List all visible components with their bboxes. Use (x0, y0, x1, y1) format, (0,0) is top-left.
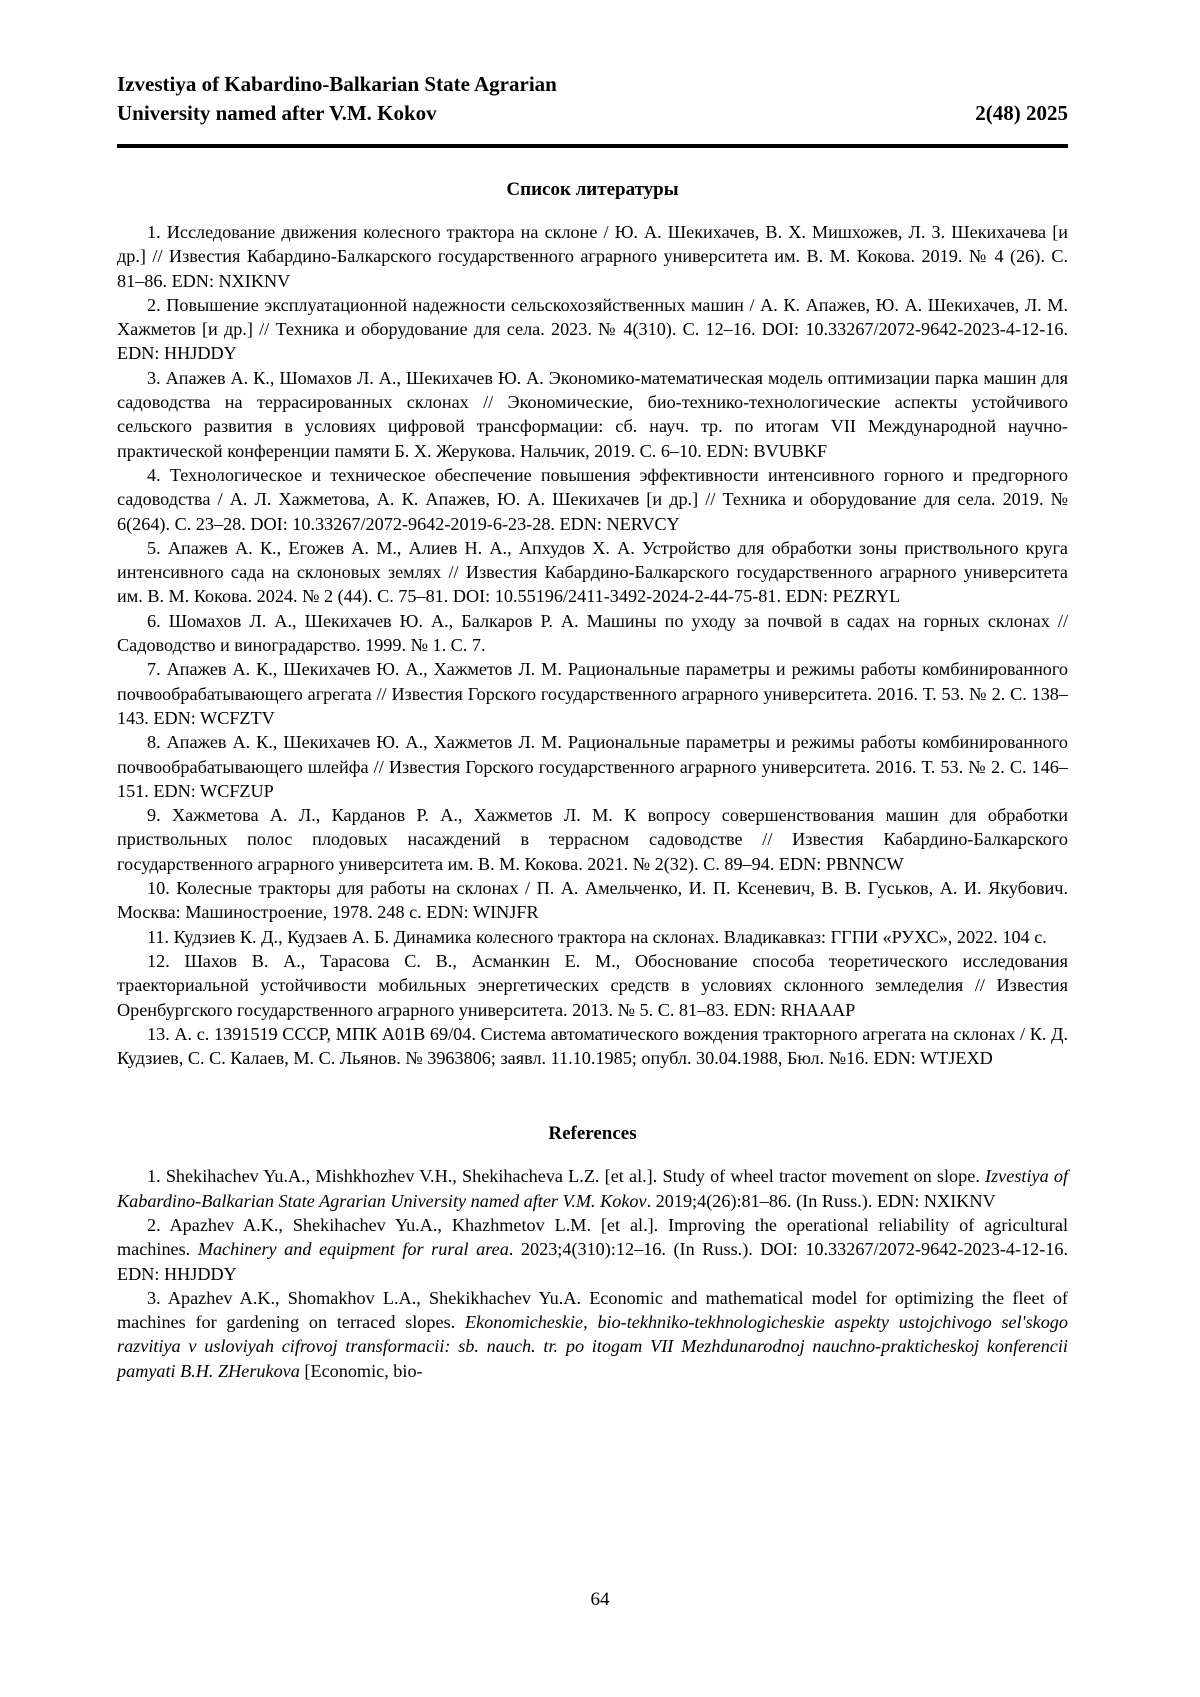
reference-text: 1. Shekihachev Yu.A., Mishkhozhev V.H., Shekihacheva L.Z. [et al.]. Study of wheel tractor movement on slope. (147, 1166, 985, 1186)
english-references-list (117, 1164, 1068, 1383)
header-rule (117, 144, 1068, 148)
journal-name: Izvestiya of Kabardino-Balkarian State Agrarian University named after V.M. Kokov (117, 1166, 1068, 1210)
reference-item: 9. Хажметова А. Л., Карданов Р. А., Хажметов Л. М. К вопросу совершенствования машин для обработки приствольных полос плодовых насаждений в террасном садоводстве // Известия Кабардино-Балкарского государственного аграрного университета им. В. М. Кокова. 2021. № 2(32). С. 89–94. EDN: PBNNCW (117, 803, 1068, 876)
journal-name: Ekonomicheskie, bio-tekhniko-tekhnologicheskie aspekty ustojchivogo sel'skogo razvitiya v usloviyah cifrovoj transformacii: sb. nauch. tr. po itogam VII Mezhdunarodnoj nauchno-prakticheskoj konferencii pamyati B.H. ZHerukova (117, 1312, 1068, 1381)
reference-item: 8. Апажев А. К., Шекихачев Ю. А., Хажметов Л. М. Рациональные параметры и режимы работы комбинированного почвообрабатывающего шлейфа // Известия Горского государственного аграрного университета. 2016. Т. 53. № 2. С. 146–151. EDN: WCFZUP (117, 730, 1068, 803)
reference-item: 13. А. с. 1391519 СССР, МПК A01B 69/04. Система автоматического вождения тракторного агрегата на склонах / К. Д. Кудзиев, С. С. Калаев, М. С. Льянов. № 3963806; заявл. 11.10.1985; опубл. 30.04.1988, Бюл. №16. EDN: WTJEXD (117, 1022, 1068, 1071)
reference-item: 7. Апажев А. К., Шекихачев Ю. А., Хажметов Л. М. Рациональные параметры и режимы работы комбинированного почвообрабатывающего агрегата // Известия Горского государственного аграрного университета. 2016. Т. 53. № 2. С. 138–143. EDN: WCFZTV (117, 657, 1068, 730)
reference-item (117, 1164, 1068, 1213)
reference-item: 1. Исследование движения колесного трактора на склоне / Ю. А. Шекихачев, В. Х. Мишхожев, Л. З. Шекихачева [и др.] // Известия Кабардино-Балкарского государственного аграрного университета им. В. М. Кокова. 2019. № 4 (26). С. 81–86. EDN: NXIKNV (117, 220, 1068, 293)
reference-item: 10. Колесные тракторы для работы на склонах / П. А. Амельченко, И. П. Ксеневич, В. В. Гуськов, А. И. Якубович. Москва: Машиностроение, 1978. 248 с. EDN: WINJFR (117, 876, 1068, 925)
issue-number: 2(48) 2025 (975, 99, 1068, 128)
reference-item (117, 1213, 1068, 1286)
reference-item: 12. Шахов В. А., Тарасова С. В., Асманкин Е. М., Обоснование способа теоретического исследования траекториальной устойчивости мобильных энергетических средств в условиях склонного земледелия // Известия Оренбургского государственного аграрного университета. 2013. № 5. С. 81–83. EDN: RHAAAP (117, 949, 1068, 1022)
reference-text: 3. Apazhev A.K., Shomakhov L.A., Shekikhachev Yu.A. Economic and mathematical model for optimizing the fleet of machines for gardening on terraced slopes. (117, 1288, 1068, 1332)
reference-item: 5. Апажев А. К., Егожев А. М., Алиев Н. А., Апхудов Х. А. Устройство для обработки зоны приствольного круга интенсивного сада на склоновых землях // Известия Кабардино-Балкарского государственного аграрного университета им. В. М. Кокова. 2024. № 2 (44). С. 75–81. DOI: 10.55196/2411-3492-2024-2-44-75-81. EDN: PEZRYL (117, 536, 1068, 609)
journal-title-line-2: University named after V.M. Kokov (117, 99, 1068, 128)
page-number: 64 (0, 1589, 1200, 1611)
reference-text: . 2019;4(26):81–86. (In Russ.). EDN: NXIKNV (647, 1191, 996, 1211)
reference-text: . 2023;4(310):12–16. (In Russ.). DOI: 10.33267/2072-9642-2023-4-12-16. EDN: HHJDDY (117, 1239, 1068, 1283)
russian-references-title: Список литературы (117, 178, 1068, 202)
reference-text: 2. Apazhev A.K., Shekihachev Yu.A., Khazhmetov L.M. [et al.]. Improving the operational reliability of agricultural machines. (117, 1215, 1068, 1259)
running-header (117, 70, 1068, 140)
reference-item: 2. Повышение эксплуатационной надежности сельскохозяйственных машин / А. К. Апажев, Ю. А. Шекихачев, Л. М. Хажметов [и др.] // Техника и оборудование для села. 2023. № 4(310). С. 12–16. DOI: 10.33267/2072-9642-2023-4-12-16. EDN: HHJDDY (117, 293, 1068, 366)
reference-item: 4. Технологическое и техническое обеспечение повышения эффективности интенсивного горного и предгорного садоводства / А. Л. Хажметова, А. К. Апажев, Ю. А. Шекихачев [и др.] // Техника и оборудование для села. 2019. № 6(264). С. 23–28. DOI: 10.33267/2072-9642-2019-6-23-28. EDN: NERVCY (117, 463, 1068, 536)
english-references-title: References (117, 1122, 1068, 1146)
reference-text: [Economic, bio- (300, 1361, 423, 1381)
reference-item: 3. Апажев А. К., Шомахов Л. А., Шекихачев Ю. А. Экономико-математическая модель оптимизации парка машин для садоводства на террасированных склонах // Экономические, био-технико-технологические аспекты устойчивого сельского развития в условиях цифровой трансформации: сб. науч. тр. по итогам VII Международной научно-практической конференции памяти Б. Х. Жерукова. Нальчик, 2019. С. 6–10. EDN: BVUBKF (117, 366, 1068, 463)
reference-item (117, 1286, 1068, 1383)
journal-name: Machinery and equipment for rural area (198, 1239, 509, 1259)
journal-title-line-1: Izvestiya of Kabardino-Balkarian State Agrarian (117, 70, 1068, 99)
page (117, 70, 1068, 1383)
russian-references-list (117, 220, 1068, 1070)
reference-item: 11. Кудзиев К. Д., Кудзаев А. Б. Динамика колесного трактора на склонах. Владикавказ: ГГПИ «РУХС», 2022. 104 с. (117, 925, 1068, 949)
reference-item: 6. Шомахов Л. А., Шекихачев Ю. А., Балкаров Р. А. Машины по уходу за почвой в садах на горных склонах // Садоводство и виноградарство. 1999. № 1. С. 7. (117, 609, 1068, 658)
